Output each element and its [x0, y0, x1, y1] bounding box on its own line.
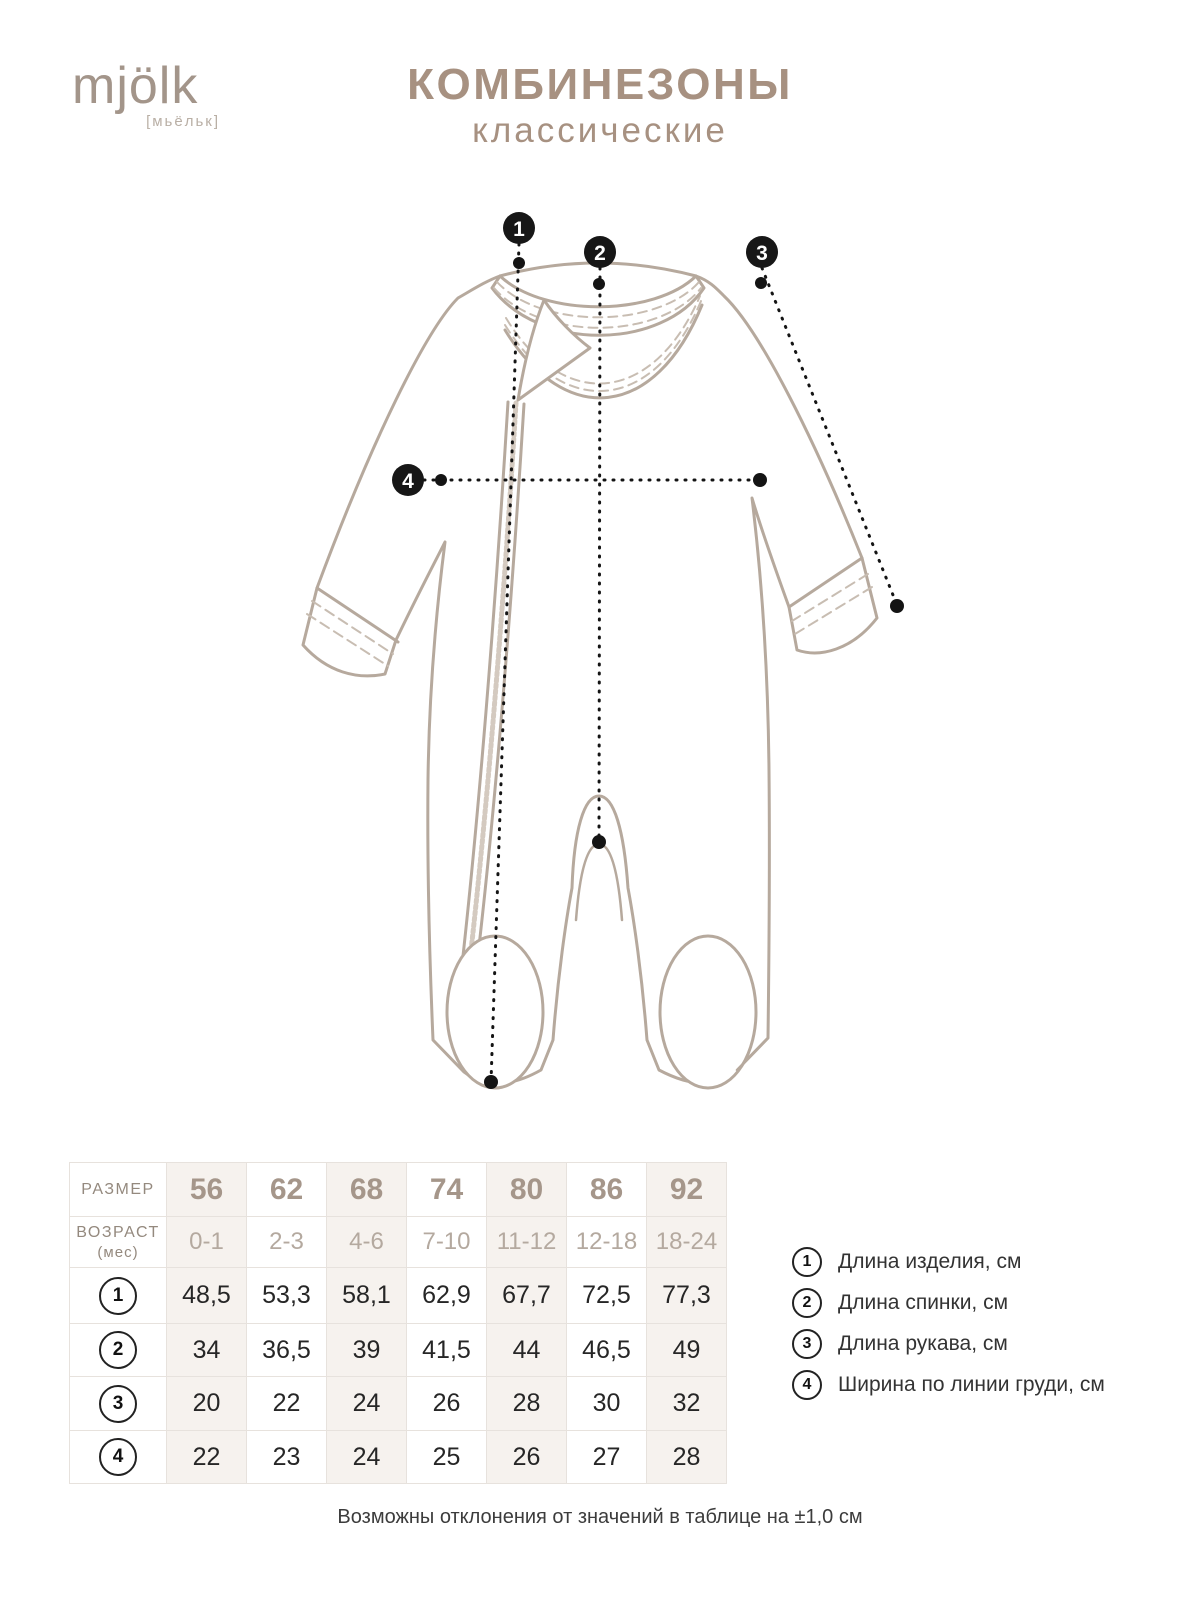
- age-cell: 11-12: [487, 1217, 567, 1268]
- marker-1-label: 1: [513, 218, 525, 241]
- measure-dot-3-end: [890, 599, 904, 613]
- row-2-label-cell: [70, 1324, 167, 1377]
- row-3-circled-number: 3: [99, 1385, 137, 1423]
- table-cell: 26: [487, 1431, 567, 1484]
- table-cell: 24: [327, 1377, 407, 1431]
- brand-logo: [72, 58, 220, 130]
- row-4-label-cell: [70, 1431, 167, 1484]
- age-cell: 18-24: [647, 1217, 727, 1268]
- table-cell: 48,5: [167, 1268, 247, 1324]
- table-cell: 41,5: [407, 1324, 487, 1377]
- measure-dot-1-end: [484, 1075, 498, 1089]
- table-cell: 77,3: [647, 1268, 727, 1324]
- measure-row-3: [70, 1377, 727, 1431]
- table-cell: 28: [487, 1377, 567, 1431]
- size-header-row: [70, 1163, 727, 1217]
- legend-item-2: [792, 1289, 1105, 1317]
- size-col-56: 56: [167, 1163, 247, 1217]
- size-label-cell: РАЗМЕР: [70, 1163, 167, 1217]
- age-cell: 4-6: [327, 1217, 407, 1268]
- age-cell: 12-18: [567, 1217, 647, 1268]
- measure-dot-2-end: [592, 835, 606, 849]
- brand-name: mjölk: [72, 57, 199, 115]
- table-cell: 53,3: [247, 1268, 327, 1324]
- size-table: [69, 1162, 727, 1484]
- legend-item-1: [792, 1248, 1105, 1276]
- age-cell: 2-3: [247, 1217, 327, 1268]
- table-cell: 67,7: [487, 1268, 567, 1324]
- romper-measurement-diagram: [280, 195, 920, 1100]
- legend-circled-number-2: 2: [792, 1288, 822, 1318]
- page-subtitle: классические: [472, 111, 728, 151]
- table-cell: 22: [247, 1377, 327, 1431]
- size-col-80: 80: [487, 1163, 567, 1217]
- brand-transcription: [мьёльк]: [146, 113, 220, 131]
- table-cell: 46,5: [567, 1324, 647, 1377]
- left-foot: [447, 936, 543, 1088]
- row-1-circled-number: 1: [99, 1277, 137, 1315]
- legend-circled-number-1: 1: [792, 1247, 822, 1277]
- size-col-92: 92: [647, 1163, 727, 1217]
- row-1-label-cell: [70, 1268, 167, 1324]
- table-cell: 44: [487, 1324, 567, 1377]
- table-cell: 58,1: [327, 1268, 407, 1324]
- page-title-block: [250, 62, 950, 151]
- table-cell: 62,9: [407, 1268, 487, 1324]
- table-cell: 27: [567, 1431, 647, 1484]
- measure-dot-1-start: [513, 257, 525, 269]
- legend-circled-number-4: 4: [792, 1370, 822, 1400]
- table-cell: 22: [167, 1431, 247, 1484]
- size-col-74: 74: [407, 1163, 487, 1217]
- marker-3-label: 3: [756, 242, 768, 265]
- table-cell: 36,5: [247, 1324, 327, 1377]
- legend-circled-number-3: 3: [792, 1329, 822, 1359]
- legend-item-3: [792, 1330, 1105, 1358]
- measure-row-2: [70, 1324, 727, 1377]
- age-cell: 0-1: [167, 1217, 247, 1268]
- row-4-circled-number: 4: [99, 1438, 137, 1476]
- legend-label-1: Длина изделия, см: [838, 1250, 1022, 1273]
- age-label-line2: (мес): [97, 1243, 139, 1261]
- table-cell: 24: [327, 1431, 407, 1484]
- age-label-cell: [70, 1217, 167, 1268]
- table-cell: 49: [647, 1324, 727, 1377]
- age-row: [70, 1217, 727, 1268]
- measure-row-4: [70, 1431, 727, 1484]
- marker-2-label: 2: [594, 242, 606, 265]
- measure-dot-2-start: [593, 278, 605, 290]
- size-col-68: 68: [327, 1163, 407, 1217]
- table-cell: 34: [167, 1324, 247, 1377]
- table-cell: 28: [647, 1431, 727, 1484]
- table-cell: 20: [167, 1377, 247, 1431]
- age-label-line1: ВОЗРАСТ: [76, 1223, 160, 1241]
- size-col-62: 62: [247, 1163, 327, 1217]
- romper-body-outline: [303, 263, 877, 1084]
- size-col-86: 86: [567, 1163, 647, 1217]
- measure-dot-3-start: [755, 277, 767, 289]
- table-cell: 30: [567, 1377, 647, 1431]
- measurement-legend: [792, 1248, 1105, 1412]
- row-3-label-cell: [70, 1377, 167, 1431]
- table-cell: 39: [327, 1324, 407, 1377]
- row-2-circled-number: 2: [99, 1331, 137, 1369]
- legend-item-4: [792, 1371, 1105, 1399]
- measure-dot-4-end: [753, 473, 767, 487]
- table-cell: 32: [647, 1377, 727, 1431]
- measure-row-1: [70, 1268, 727, 1324]
- age-cell: 7-10: [407, 1217, 487, 1268]
- legend-label-2: Длина спинки, см: [838, 1291, 1009, 1314]
- legend-label-3: Длина рукава, см: [838, 1332, 1008, 1355]
- page-title: КОМБИНЕЗОНЫ: [407, 60, 793, 109]
- marker-4-label: 4: [402, 470, 414, 493]
- table-cell: 23: [247, 1431, 327, 1484]
- measure-dot-4-start: [435, 474, 447, 486]
- table-cell: 25: [407, 1431, 487, 1484]
- table-cell: 26: [407, 1377, 487, 1431]
- legend-label-4: Ширина по линии груди, см: [838, 1373, 1105, 1396]
- crotch-gusset-seam: [576, 844, 622, 920]
- tolerance-footnote: Возможны отклонения от значений в таблице на ±1,0 см: [337, 1506, 863, 1528]
- table-cell: 72,5: [567, 1268, 647, 1324]
